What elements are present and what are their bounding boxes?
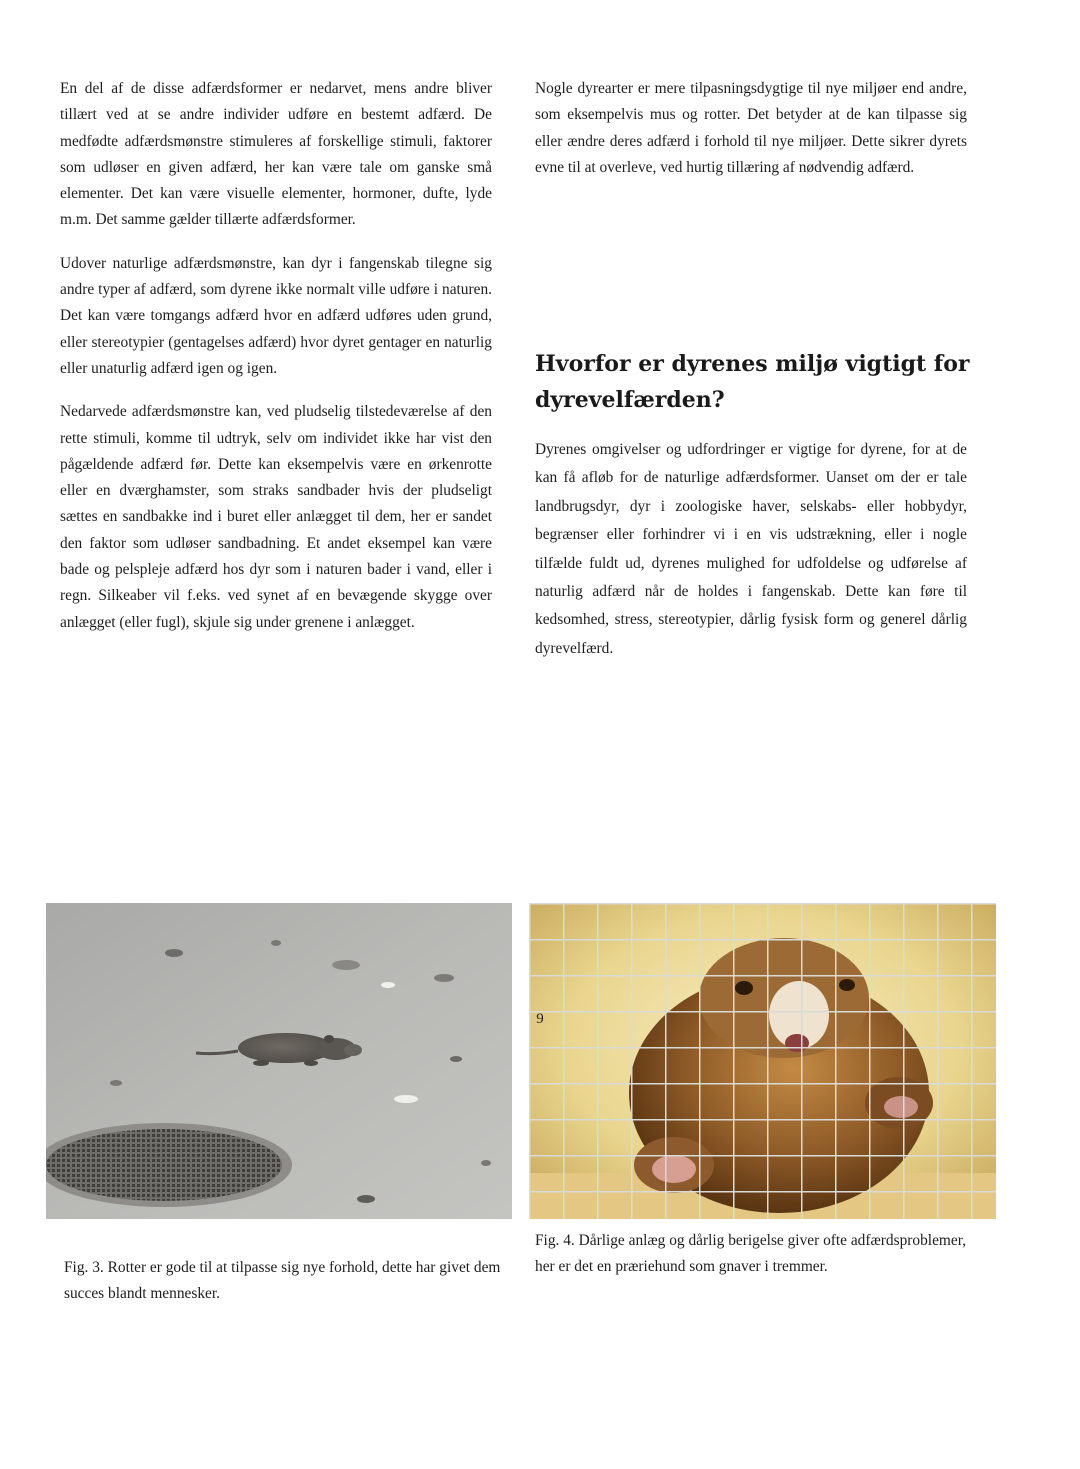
right-column-body [535, 436, 967, 680]
figure-4-caption: Fig. 4. Dårlige anlæg og dårlig berigelse giver ofte adfærdsproblemer, her er det en præriehund som gnaver i tremmer. [535, 1232, 967, 1275]
paragraph-environment: Dyrenes omgivelser og udfordringer er vigtige for dyrene, for at de kan få afløb for de naturlige adfærdsformer. Uanset om der er tale landbrugsdyr, dyr i zoologiske haver, selskabs- eller hobbydyr, begrænser eller forhindrer vi i en vis udstrækning, eller i nogle tilfælde fuldt ud, dyrenes mulighed for udfoldelse og udførelse af naturlig adfærd når de holdes i fangenskab. Dette kan føre til kedsomhed, stress, stereotypier, dårlig fysisk form og generel dårlig dyrevelfærd. [535, 441, 967, 657]
rat-photo [46, 903, 512, 1219]
paragraph-adaptability: Nogle dyrearter er mere tilpasningsdygtige til nye miljøer end andre, som eksempelvis mus og rotter. Det betyder at de kan tilpasse sig eller ændre deres adfærd i forhold til nye miljøer. Dette sikrer dyrets evne til at overleve, ved hurtig tillæring af nødvendig adfærd. [535, 80, 967, 176]
prairie-dog-photo [529, 903, 996, 1219]
page-number: 9 [536, 1011, 544, 1027]
right-column-intro [535, 76, 967, 198]
section-heading: Hvorfor er dyrenes miljø vigtigt for dyrevelfærden? [535, 351, 970, 413]
paragraph-innate-behavior: En del af de disse adfærdsformer er nedarvet, mens andre bliver tillært ved at se andre individer udføre en bestemt adfærd. De medfødte adfærdsmønstre stimuleres af forskellige stimuli, faktorer som udløser en given adfærd, her kan være tale om ganske små elementer. Det kan være visuelle elementer, hormoner, dufte, lyde m.m. Det samme gælder tillærte adfærdsformer. [60, 80, 492, 229]
paragraph-inherited-patterns: Nedarvede adfærdsmønstre kan, ved pludselig tilstedeværelse af den rette stimuli, komme til udtryk, selv om individet ikke har vist den pågældende adfærd før. Dette kan eksempelvis være en ørkenrotte eller en dværghamster, som straks sandbader hvis der pludseligt sættes en sandbakke ind i buret eller anlægget til dem, her er sandet den faktor som udløser sandbadning. Et andet eksempel kan være bade og pelspleje adfærd hos dyr som i naturen bader i vand, eller i regn. Silkeaber vil f.eks. ved synet af en bevægende skygge over anlægget (eller fugl), skjule sig under grenene i anlægget. [60, 403, 492, 631]
paragraph-captivity-behavior: Udover naturlige adfærdsmønstre, kan dyr i fangenskab tilegne sig andre typer af adfærd, som dyrene ikke normalt ville udføre i naturen. Det kan være tomgangs adfærd hvor en adfærd udføres uden grund, eller stereotypier (gentagelses adfærd) hvor dyret gentager en naturlig eller unaturlig adfærd igen og igen. [60, 254, 492, 377]
figure-3-caption: Fig. 3. Rotter er gode til at tilpasse sig nye forhold, dette har givet dem succes blandt mennesker. [64, 1259, 501, 1302]
left-column [60, 76, 492, 653]
